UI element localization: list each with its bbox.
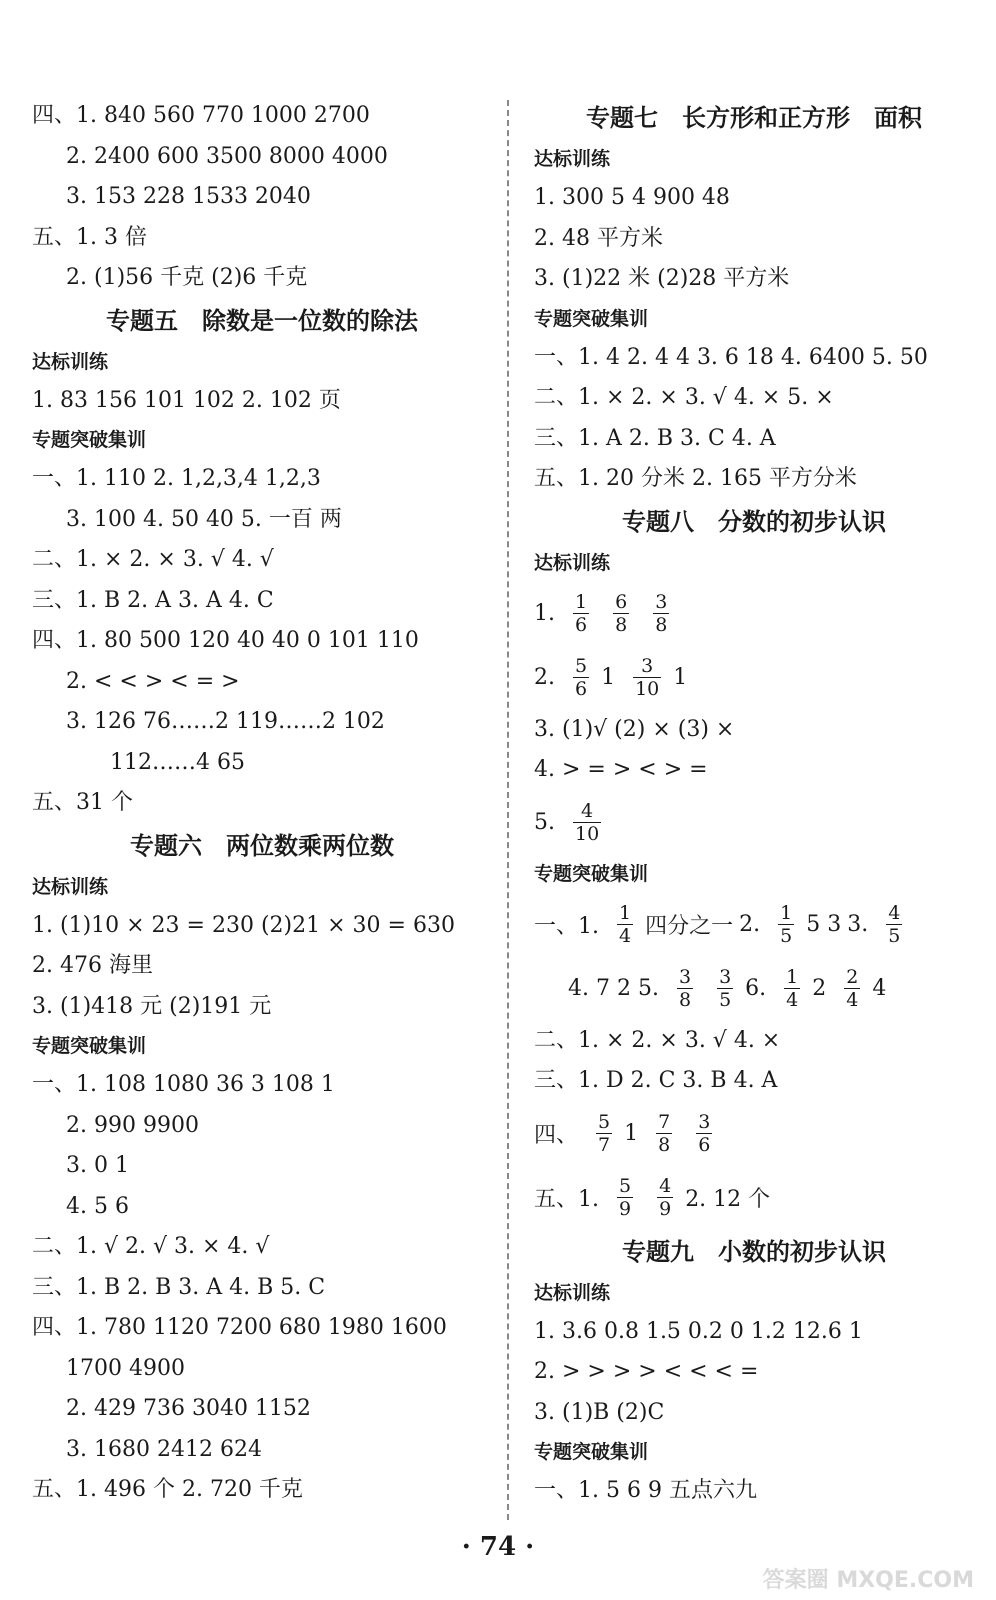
numerator: 4 — [659, 1175, 672, 1197]
answer-line: 三、1. B 2. A 3. A 4. C — [32, 587, 274, 613]
answer-text: 1 — [673, 665, 688, 690]
section-title: 专题五 除数是一位数的除法 — [106, 306, 418, 335]
answer-text: 4. 7 2 5. — [568, 976, 659, 1001]
answer-line: 2. < < > < = > — [66, 668, 240, 694]
fraction — [656, 1111, 672, 1156]
subsection-heading: 专题突破集训 — [32, 1035, 147, 1057]
fraction — [677, 966, 693, 1011]
section-title: 专题七 长方形和正方形 面积 — [586, 104, 922, 132]
item-number: 四、 — [534, 1123, 579, 1148]
fraction — [617, 902, 633, 947]
numerator: 7 — [658, 1111, 671, 1133]
answer-line: 四、1. 80 500 120 40 40 0 101 110 — [32, 628, 419, 653]
fraction — [696, 1111, 712, 1156]
answer-line: 2. 48 平方米 — [534, 225, 663, 251]
denominator: 4 — [619, 925, 632, 947]
answer-line: 三、1. A 2. B 3. C 4. A — [534, 425, 776, 451]
answer-line: 3. 100 4. 50 40 5. 一百 两 — [66, 506, 342, 532]
subsection-heading: 达标训练 — [534, 148, 611, 170]
answer-line-fractions — [534, 582, 974, 646]
subsection-heading: 专题突破集训 — [534, 1441, 649, 1463]
numerator: 1 — [575, 591, 588, 613]
answer-line: 3. 0 1 — [66, 1153, 129, 1178]
answer-line: 一、1. 4 2. 4 4 3. 6 18 4. 6400 5. 50 — [534, 344, 928, 370]
subsection-heading: 专题突破集训 — [534, 307, 649, 330]
answer-line: 3. (1)418 元 (2)191 元 — [32, 993, 272, 1019]
fraction — [778, 902, 794, 947]
answer-text: 2 — [812, 976, 827, 1001]
item-number: 2. — [739, 912, 761, 937]
answer-line: 2. 476 海里 — [32, 953, 153, 978]
answer-line: 2. 2400 600 3500 8000 4000 — [66, 143, 388, 169]
answer-line: 1. 3.6 0.8 1.5 0.2 0 1.2 12.6 1 — [534, 1318, 863, 1344]
numerator: 5 — [598, 1111, 611, 1133]
subsection-heading: 专题突破集训 — [32, 429, 147, 451]
fraction — [573, 591, 589, 636]
denominator: 6 — [698, 1134, 711, 1156]
numerator: 5 — [575, 655, 588, 677]
answer-line: 1. 300 5 4 900 48 — [534, 185, 730, 210]
subsection-heading: 达标训练 — [32, 350, 109, 373]
section-title: 专题六 两位数乘两位数 — [130, 831, 394, 860]
denominator: 9 — [659, 1198, 672, 1220]
answer-text: 2. 12 个 — [685, 1187, 771, 1212]
answer-text: 1 — [624, 1121, 639, 1146]
answer-text: 四分之一 — [645, 914, 734, 939]
answer-line-fractions — [534, 646, 974, 710]
numerator: 4 — [581, 800, 594, 822]
answer-text: 4 — [872, 976, 887, 1001]
denominator: 8 — [678, 989, 692, 1011]
answer-line: 三、1. D 2. C 3. B 4. A — [534, 1068, 778, 1093]
answer-line-fractions — [534, 893, 974, 957]
numerator: 1 — [786, 966, 799, 988]
fraction — [573, 655, 589, 700]
numerator: 4 — [888, 902, 901, 924]
denominator: 10 — [575, 823, 600, 845]
denominator: 8 — [658, 1134, 671, 1156]
section-title: 专题八 分数的初步认识 — [622, 507, 886, 536]
answer-line: 五、31 个 — [32, 790, 133, 815]
denominator: 5 — [780, 925, 793, 947]
denominator: 8 — [655, 614, 668, 636]
denominator: 8 — [615, 614, 628, 636]
numerator: 1 — [780, 902, 793, 924]
answer-line: 2. 429 736 3040 1152 — [66, 1396, 311, 1421]
numerator: 3 — [678, 966, 692, 988]
answer-text: 1 — [601, 665, 616, 690]
denominator: 5 — [719, 989, 732, 1011]
numerator: 3 — [655, 591, 668, 613]
answer-line: 三、1. B 2. B 3. A 4. B 5. C — [32, 1274, 326, 1300]
answer-line: 2. > > > > < < < = — [534, 1359, 759, 1384]
answer-line: 1. 83 156 101 102 2. 102 页 — [32, 387, 341, 413]
section-title: 专题九 小数的初步认识 — [622, 1237, 886, 1266]
denominator: 6 — [575, 678, 588, 700]
fraction — [596, 1111, 612, 1156]
answer-line: 3. 153 228 1533 2040 — [66, 184, 311, 209]
answer-text: 5 3 — [806, 912, 842, 937]
answer-line: 二、1. × 2. × 3. √ 4. × — [534, 1027, 781, 1053]
answer-line: 二、1. × 2. × 3. √ 4. × 5. × — [534, 385, 834, 410]
answer-line: 3. (1)√ (2) × (3) × — [534, 716, 735, 742]
answer-line: 一、1. 108 1080 36 3 108 1 — [32, 1072, 335, 1097]
fraction — [613, 591, 629, 636]
answer-line: 3. 1680 2412 624 — [66, 1436, 262, 1462]
answer-line: 四、1. 780 1120 7200 680 1980 1600 — [32, 1315, 447, 1340]
item-number: 一、1. — [534, 914, 599, 939]
denominator: 10 — [635, 678, 660, 700]
left-column — [32, 96, 492, 1511]
watermark-logo: 答案圈 MXQE.COM — [762, 1568, 974, 1593]
answer-line: 4. 5 6 — [66, 1193, 129, 1219]
answer-line-fractions — [534, 791, 974, 855]
answer-line: 四、1. 840 560 770 1000 2700 — [32, 103, 370, 128]
answer-line: 二、1. √ 2. √ 3. × 4. √ — [32, 1234, 270, 1259]
answer-line: 一、1. 110 2. 1,2,3,4 1,2,3 — [32, 466, 321, 491]
item-number: 6. — [745, 976, 767, 1001]
column-divider — [507, 100, 509, 1520]
answer-line: 五、1. 496 个 2. 720 千克 — [32, 1477, 303, 1502]
denominator: 4 — [786, 989, 799, 1011]
fraction — [657, 1175, 673, 1220]
answer-line: 3. 126 76……2 119……2 102 — [66, 709, 385, 734]
fraction — [573, 800, 601, 845]
subsection-heading: 达标训练 — [32, 875, 109, 898]
numerator: 2 — [846, 966, 859, 988]
subsection-heading: 专题突破集训 — [534, 862, 649, 885]
item-number: 5. — [534, 810, 555, 835]
item-number: 1. — [534, 601, 555, 626]
fraction — [617, 1175, 633, 1220]
numerator: 6 — [615, 591, 628, 613]
answer-line: 1. (1)10 × 23 = 230 (2)21 × 30 = 630 — [32, 912, 455, 938]
numerator: 5 — [619, 1175, 632, 1197]
item-number: 2. — [534, 665, 555, 690]
right-column — [534, 96, 974, 1512]
answer-line: 五、1. 20 分米 2. 165 平方分米 — [534, 466, 857, 491]
numerator: 3 — [719, 966, 732, 988]
answer-line-fractions — [534, 957, 974, 1021]
fraction — [633, 655, 661, 700]
denominator: 5 — [888, 925, 901, 947]
fraction — [886, 902, 902, 947]
numerator: 1 — [619, 902, 632, 924]
fraction — [784, 966, 800, 1011]
answer-line: 2. 990 9900 — [66, 1112, 199, 1138]
fraction — [844, 966, 860, 1011]
answer-line: 五、1. 3 倍 — [32, 224, 147, 250]
answer-line: 二、1. × 2. × 3. √ 4. √ — [32, 547, 274, 572]
numerator: 3 — [641, 655, 654, 677]
answer-line: 3. (1)22 米 (2)28 平方米 — [534, 266, 790, 291]
subsection-heading: 达标训练 — [534, 1281, 611, 1304]
numerator: 3 — [698, 1111, 711, 1133]
answer-line: 2. (1)56 千克 (2)6 千克 — [66, 265, 308, 290]
page-number: · 74 · — [461, 1532, 535, 1562]
denominator: 9 — [619, 1198, 632, 1220]
item-number: 五、1. — [534, 1187, 599, 1212]
answer-line-fractions — [534, 1166, 974, 1230]
answer-line: 4. > = > < > = — [534, 757, 708, 782]
item-number: 3. — [847, 912, 869, 937]
denominator: 4 — [846, 989, 859, 1011]
denominator: 6 — [575, 614, 588, 636]
fraction — [653, 591, 669, 636]
answer-line: 3. (1)B (2)C — [534, 1399, 665, 1425]
denominator: 7 — [598, 1134, 611, 1156]
answer-line: 一、1. 5 6 9 五点六九 — [534, 1478, 757, 1503]
subsection-heading: 达标训练 — [534, 551, 611, 574]
answer-line-fractions — [534, 1102, 974, 1166]
answer-line: 1700 4900 — [66, 1355, 185, 1381]
answer-line: 112……4 65 — [110, 749, 245, 775]
fraction — [717, 966, 733, 1011]
